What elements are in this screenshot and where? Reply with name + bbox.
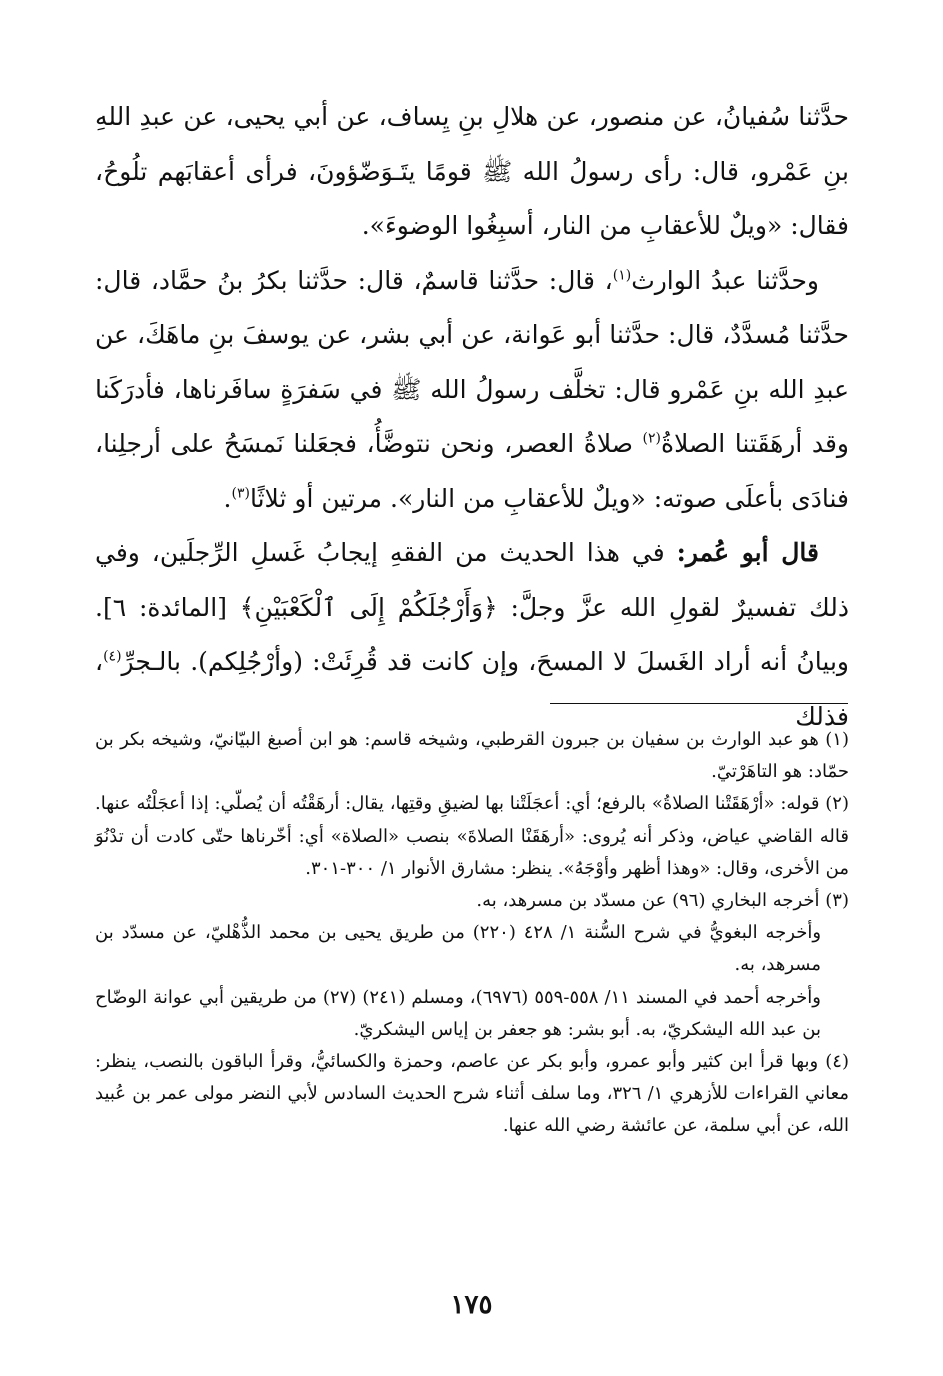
footnote-separator <box>550 703 848 704</box>
paragraph-hadith-2 <box>95 254 849 527</box>
footnotes <box>95 724 849 1143</box>
paragraph-lead: قال أبو عُمر: <box>676 538 820 567</box>
footnote-3-continuation: وأخرجه أحمد في المسند ١١/ ٥٥٨-٥٥٩ (٦٩٧٦)، ومسلم (٢٤١) (٢٧) من طريقين أبي عوانة الوضّاح بن عبد الله اليشكريّ، به. أبو بشر: هو جعفر بن إياس اليشكريّ. <box>95 986 821 1040</box>
main-text <box>95 90 849 744</box>
page-body <box>95 90 849 744</box>
footnote-3-continuation: وأخرجه البغويُّ في شرح السُّنة ١/ ٤٢٨ (٢٢٠) من طريق يحيى بن محمد الذُّهْليّ، عن مسدّد بن مسرهد، به. <box>95 922 822 976</box>
paragraph-text: في هذا الحديث من الفقهِ إيجابُ غَسلِ الرِّجلَين، وفي ذلك تفسيرٌ لقولِ الله عزَّ وجلَّ: ﴿وَأَرْجُلَكُمْ إِلَى ٱلْكَعْبَيْنِ﴾ [المائدة: ٦]. وبيانُ أنه أراد الغَسلَ لا المسحَ، وإن كانت قد قُرِئَتْ: (وأرْجُلِكم). بالـجرِّ <box>95 538 849 676</box>
paragraph-text: ، قال: حدَّثنا قاسمٌ، قال: حدَّثنا بكرُ بنُ حمَّاد، قال: حدَّثنا مُسدَّدٌ، قال: حدَّثنا أبو عَوانة، عن أبي بشر، عن يوسفَ بنِ ماهَكَ، عن عبدِ الله بنِ عَمْرو قال: تخلَّف رسولُ الله ﷺ في سَفرَةٍ سافَرناها، فأدرَكَنا وقد أرهَقَتنا الصلاةُ <box>95 265 849 458</box>
footnote-marker[interactable]: (١) <box>612 267 632 284</box>
footnote-marker[interactable]: (٣) <box>231 485 250 502</box>
paragraph-text: صلاةُ العصر، ونحن نتوضَّأُ، فجعَلنا نَمسَحُ على أرجلِنا، فنادَى بأعلَى صوته: «ويلٌ للأعقابِ من النار». مرتين أو ثلاثًا <box>95 429 849 513</box>
page-number: ١٧٥ <box>450 1290 493 1320</box>
paragraph-text: ، فذلك <box>95 647 849 731</box>
footnote-1: (١) هو عبد الوارث بن سفيان بن جبرون القرطبي، وشيخه قاسم: هو ابن أصبغ البيّانيّ، وشيخه بكر بن حمّاد: هو التاهَرْتيّ. <box>95 729 849 783</box>
paragraph-text: . <box>223 483 232 513</box>
paragraph-text: حدَّثنا سُفيانُ، عن منصور، عن هلالِ بنِ يِساف، عن أبي يحيى، عن عبدِ اللهِ بنِ عَمْرو، قال: رأى رسولُ الله ﷺ قومًا يتَـوَضّؤونَ، فرأى أعقابَهم تلُوحُ، فقال: «ويلٌ للأعقابِ من النار، أسبِغُوا الوضوءَ». <box>95 102 849 240</box>
footnote-3: (٣) أخرجه البخاري (٩٦) عن مسدّد بن مسرهد، به. <box>476 890 849 912</box>
paragraph-commentary <box>95 526 849 744</box>
footnote-marker[interactable]: (٤) <box>103 648 122 665</box>
paragraph-hadith-1 <box>95 90 849 254</box>
paragraph-text: وحدَّثنا عبدُ الوارث <box>631 265 819 295</box>
footnote-4: (٤) وبها قرأ ابن كثير وأبو عمرو، وأبو بكر عن عاصم، وحمزة والكسائيُّ، وقرأ الباقون بالنصب، ينظر: معاني القراءات للأزهري ١/ ٣٢٦، وما سلف أثناء شرح الحديث السادس لأبي النضر مولى عمر بن عُبيد الله، عن أبي سلمة، عن عائشة رضي الله عنها. <box>95 1051 849 1137</box>
footnote-2: (٢) قوله: «أرْهَقَتْنا الصلاةُ» بالرفع؛ أي: أعجَلَتْنا بها لضيقِ وقتِها، يقال: أرهَقْتُه أن يُصلّي: إذا أعجَلْتُه عنها. قاله القاضي عياض، وذكر أنه يُروى: «أرهَقَنْا الصلاةَ» بنصب «الصلاة» أي: أخّرناها حتّى كادت أن تدْنُوَ من الأخرى، وقال: «وهذا أظهر وأوْجَهُ». ينظر: مشارق الأنوار ١/ ٣٠٠-٣٠١. <box>95 793 849 879</box>
footnote-marker[interactable]: (٢) <box>642 430 661 447</box>
